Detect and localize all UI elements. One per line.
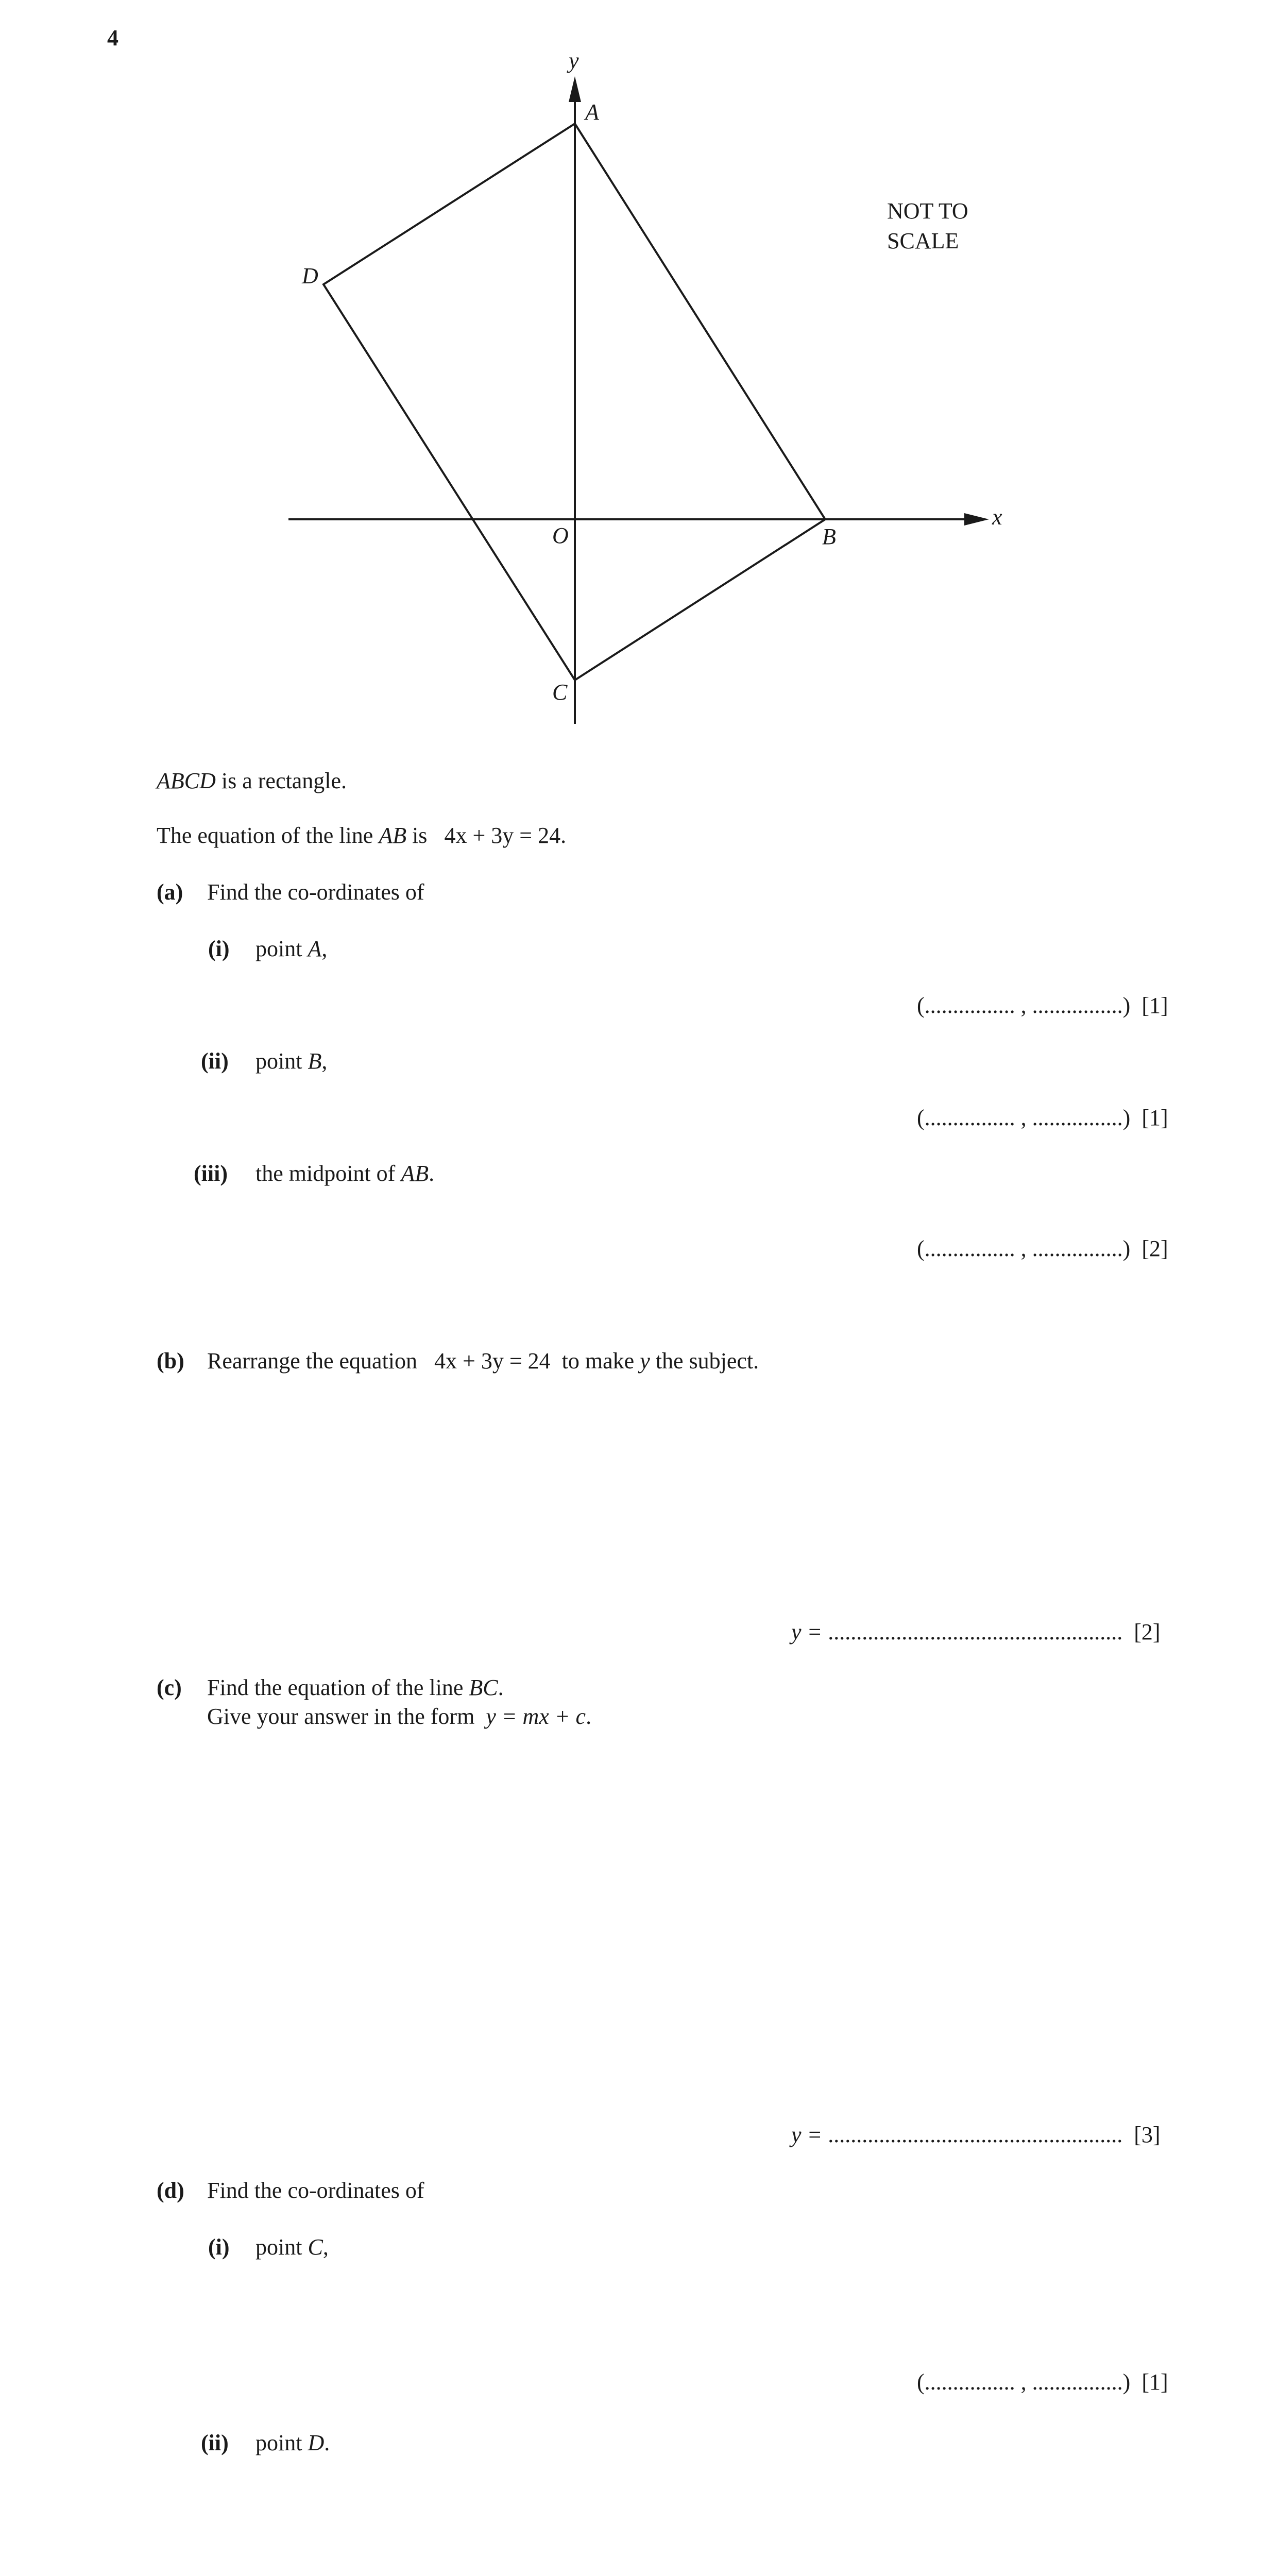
part-a-iii-answer[interactable]: (................ , ................) [2] (917, 1236, 1168, 1261)
equation: 4x + 3y = 24 (444, 823, 561, 848)
eq-end: . (560, 823, 567, 848)
not-to-scale-line2: SCALE (887, 228, 959, 253)
part-a-i-answer[interactable]: (................ , ................) [1] (917, 993, 1168, 1018)
part-b-label: (b) (157, 1348, 184, 1374)
y-axis-label: y (569, 48, 579, 73)
part-d-i-label: (i) (208, 2234, 230, 2260)
part-a-ii-text: point B, (255, 1048, 328, 1074)
part-d-ii-label: (ii) (201, 2430, 229, 2455)
question-number: 4 (107, 25, 118, 50)
y-axis-arrow (569, 76, 581, 102)
part-a-label: (a) (157, 879, 183, 905)
origin-label: O (552, 523, 569, 548)
part-c-form: y = mx + c (486, 1704, 586, 1729)
part-a-ii-label: (ii) (201, 1048, 229, 1074)
x-axis-arrow (964, 513, 989, 526)
coordinate-diagram (0, 0, 1278, 732)
part-b-answer-line[interactable]: .................................................... (828, 1619, 1123, 1645)
part-a-iii-marks: [2] (1141, 1236, 1168, 1261)
shape-text: is a rectangle. (215, 768, 347, 793)
part-b-text: Rearrange the equation 4x + 3y = 24 to make y the subject. (207, 1348, 759, 1374)
x-axis-label: x (992, 504, 1002, 530)
part-d-label: (d) (157, 2178, 184, 2203)
part-b-equation: 4x + 3y = 24 (434, 1348, 551, 1374)
eq-is: is (406, 823, 428, 848)
not-to-scale-line1: NOT TO (887, 198, 968, 224)
eq-prefix: The equation of the line (157, 823, 379, 848)
part-a-ii-answer[interactable]: (................ , ................) [1] (917, 1105, 1168, 1130)
intro-equation (157, 822, 566, 849)
shape-name: ABCD (157, 768, 216, 793)
part-d-i-text: point C, (255, 2234, 329, 2260)
part-d-i-marks: [1] (1141, 2369, 1168, 2395)
part-c-answer[interactable]: y = .................................................... [3] (791, 2122, 1161, 2147)
part-d-i-answer[interactable]: (................ , ................) [1] (917, 2369, 1168, 2395)
part-c-answer-line[interactable]: .................................................... (828, 2122, 1123, 2147)
part-c-label: (c) (157, 1675, 182, 1700)
part-b-answer[interactable]: y = .................................................... [2] (791, 1619, 1161, 1645)
intro-statement (157, 768, 347, 794)
part-c-text2: Give your answer in the form y = mx + c. (207, 1704, 592, 1729)
point-c-label: C (552, 680, 568, 705)
part-a-iii-text: the midpoint of AB. (255, 1161, 435, 1186)
part-a-ii-marks: [1] (1141, 1105, 1168, 1130)
part-c-text1: Find the equation of the line BC. (207, 1675, 504, 1700)
point-b-label: B (822, 524, 836, 549)
part-d-ii-text: point D. (255, 2430, 330, 2455)
part-a-text: Find the co-ordinates of (207, 879, 424, 905)
eq-line: AB (379, 823, 407, 848)
point-d-label: D (302, 263, 318, 289)
point-a-label: A (585, 99, 599, 125)
part-a-i-text: point A, (255, 936, 328, 961)
part-d-text: Find the co-ordinates of (207, 2178, 424, 2203)
part-a-i-label: (i) (208, 936, 230, 961)
part-c-marks: [3] (1134, 2122, 1161, 2147)
part-b-marks: [2] (1134, 1619, 1161, 1645)
part-a-i-marks: [1] (1141, 993, 1168, 1018)
part-a-iii-label: (iii) (194, 1161, 228, 1186)
